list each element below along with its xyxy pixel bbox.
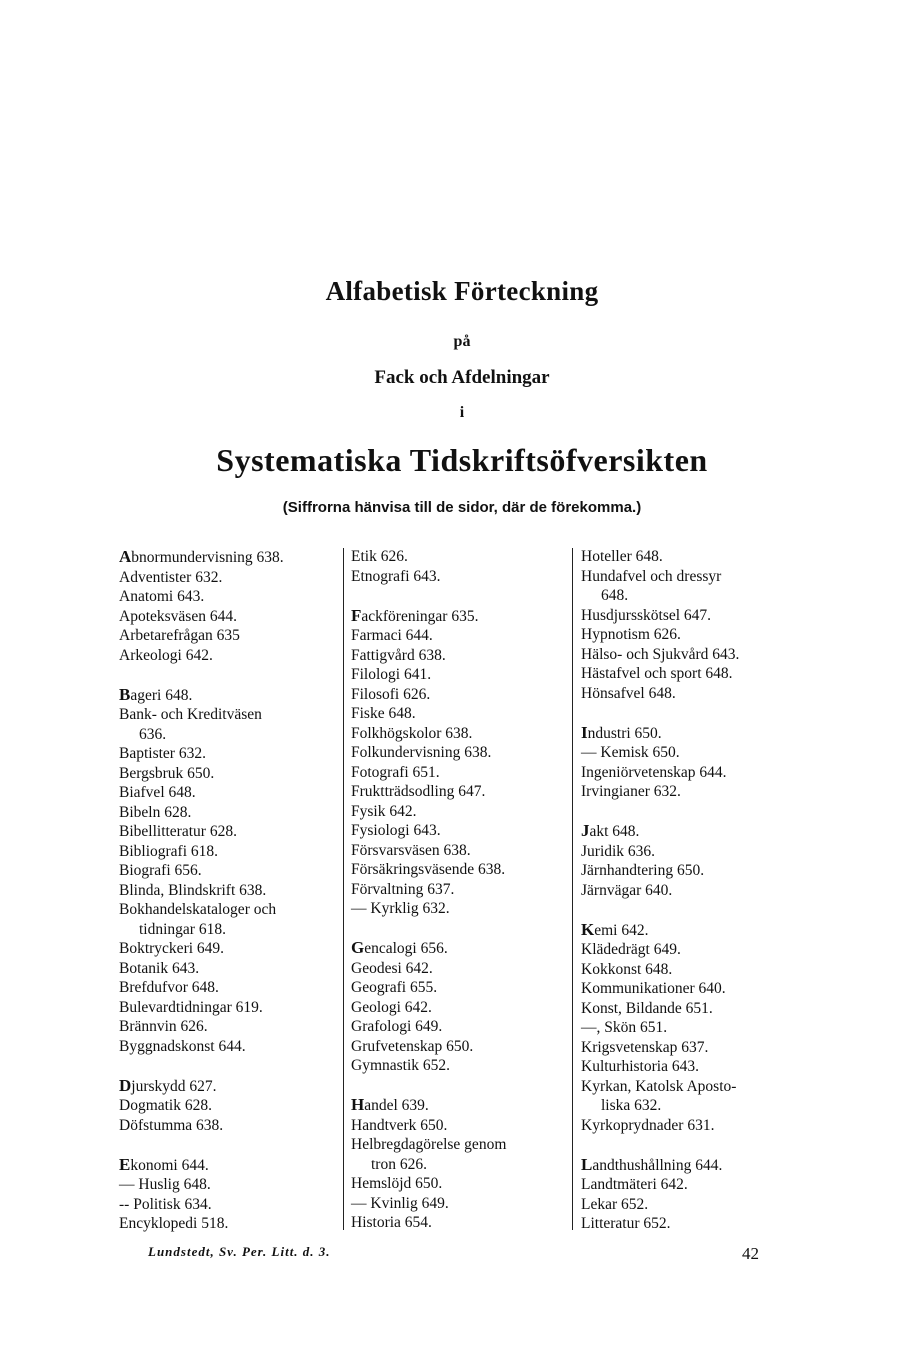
index-entry: [119, 547, 339, 568]
entry-text: Bank- och Kreditväsen: [119, 706, 262, 723]
index-entry: [351, 567, 571, 587]
index-column-1: [119, 547, 339, 1234]
entry-text: Filosofi 626.: [351, 685, 431, 703]
entry-text: bnormundervisning 638.: [131, 549, 284, 566]
entry-text: Folkundervisning 638.: [351, 744, 492, 761]
section-gap: [351, 586, 571, 606]
index-entry: [581, 625, 807, 645]
subheading-fack: Fack och Afdelningar: [374, 367, 550, 388]
entry-text: Apoteksväsen 644.: [119, 607, 237, 625]
index-entry: [351, 704, 571, 724]
index-entry: [119, 803, 339, 823]
index-entry: [581, 782, 807, 802]
index-entry: [581, 1175, 807, 1195]
index-entry: [119, 1076, 339, 1097]
entry-text: Encyklopedi 518.: [119, 1215, 229, 1232]
index-entry: [581, 645, 807, 665]
entry-text: Järnhandtering 650.: [581, 862, 705, 879]
entry-text: Kulturhistoria 643.: [581, 1058, 699, 1075]
entry-text: Botanik 643.: [119, 959, 200, 977]
entry-text: Boktryckeri 649.: [119, 940, 225, 957]
entry-text: Litteratur 652.: [581, 1215, 671, 1232]
entry-text: Geologi 642.: [351, 998, 432, 1016]
index-entry: [351, 782, 571, 802]
section-gap: [581, 703, 807, 723]
section-gap: [581, 1135, 807, 1155]
entry-text: Fruktträdsodling 647.: [351, 783, 486, 800]
entry-text: Adventister 632.: [119, 568, 223, 586]
entry-text: -- Politisk 634.: [119, 1195, 212, 1213]
entry-text: Biafvel 648.: [119, 784, 196, 801]
index-entry: [581, 1018, 807, 1038]
entry-text: Kommunikationer 640.: [581, 980, 726, 997]
index-entry: [581, 723, 807, 744]
entry-text: akt 648.: [589, 823, 640, 840]
entry-text: Handtverk 650.: [351, 1116, 448, 1134]
section-initial: G: [351, 938, 365, 957]
index-entry: [351, 1037, 571, 1057]
entry-text: ackföreningar 635.: [361, 607, 479, 625]
entry-text: Grufvetenskap 650.: [351, 1037, 474, 1055]
entry-text: Bibliografi 618.: [119, 842, 219, 860]
entry-text: Ingeniörvetenskap 644.: [581, 763, 727, 781]
index-entry: [351, 626, 571, 646]
index-entry: [351, 1194, 571, 1214]
entry-text: encalogi 656.: [364, 940, 448, 957]
column-divider: [343, 548, 344, 1230]
entry-text: Historia 654.: [351, 1214, 432, 1231]
index-entry: [351, 1116, 571, 1136]
index-entry: [351, 899, 571, 919]
entry-text: Husdjursskötsel 647.: [581, 606, 712, 624]
index-entry: [119, 861, 339, 881]
section-gap: [351, 919, 571, 939]
section-gap: [581, 802, 807, 822]
entry-text: Bulevardtidningar 619.: [119, 998, 263, 1016]
entry-text: Etnografi 643.: [351, 567, 441, 585]
index-entry: [119, 1037, 339, 1057]
index-entry: [351, 802, 571, 822]
entry-text: Fotografi 651.: [351, 763, 440, 781]
section-initial: B: [119, 684, 131, 704]
entry-text: liska 632.: [601, 1097, 662, 1114]
index-entry: [581, 920, 807, 941]
index-entry: [581, 999, 807, 1019]
section-gap: [581, 900, 807, 920]
index-entry: [581, 940, 807, 960]
column-divider: [572, 548, 573, 1230]
entry-text: Baptister 632.: [119, 745, 206, 762]
section-gap: [119, 1056, 339, 1076]
index-entry: [351, 743, 571, 763]
page-number: 42: [742, 1244, 759, 1263]
connector-pa: på: [453, 333, 471, 350]
index-entry: [119, 842, 339, 862]
entry-text: — Kyrklig 632.: [351, 900, 450, 917]
section-gap: [119, 665, 339, 685]
index-entry: [351, 724, 571, 744]
index-entry: [581, 1214, 807, 1234]
index-entry: [351, 1095, 571, 1116]
entry-text: Folkhögskolor 638.: [351, 724, 473, 742]
section-initial: E: [119, 1154, 131, 1174]
entry-text: ageri 648.: [130, 686, 193, 704]
entry-text: Hästafvel och sport 648.: [581, 665, 733, 682]
index-entry: [119, 1017, 339, 1037]
entry-text: Bibeln 628.: [119, 803, 192, 821]
section-initial: J: [581, 821, 590, 840]
entry-text: tron 626.: [371, 1155, 427, 1173]
index-entry: [581, 664, 807, 684]
index-entry: [581, 684, 807, 704]
section-initial: L: [581, 1154, 593, 1174]
entry-text: Försvarsväsen 638.: [351, 841, 471, 859]
entry-text: Döfstumma 638.: [119, 1116, 224, 1134]
entry-text: Hemslöjd 650.: [351, 1175, 443, 1192]
page-title: Alfabetisk Förteckning: [325, 276, 599, 306]
index-entry: [119, 998, 339, 1018]
index-entry: [119, 646, 339, 666]
section-initial: H: [351, 1095, 365, 1114]
index-entry: [119, 900, 339, 920]
index-entry: [581, 606, 807, 626]
entry-text: tidningar 618.: [139, 920, 226, 938]
index-entry: [351, 1174, 571, 1194]
index-entry: [581, 1155, 807, 1176]
index-entry: [119, 920, 339, 940]
entry-text: Fysik 642.: [351, 802, 417, 820]
entry-text: Bokhandelskataloger och: [119, 901, 277, 918]
index-entry: [351, 1213, 571, 1233]
entry-text: Juridik 636.: [581, 842, 656, 860]
index-entry: [351, 547, 571, 567]
index-entry: [119, 725, 339, 745]
index-entry: [351, 880, 571, 900]
entry-text: Dogmatik 628.: [119, 1097, 212, 1114]
index-entry: [119, 783, 339, 803]
entry-text: Fiske 648.: [351, 705, 416, 722]
entry-text: — Kvinlig 649.: [351, 1194, 449, 1212]
index-entry: [581, 1057, 807, 1077]
index-entry: [351, 841, 571, 861]
entry-text: Försäkringsväsende 638.: [351, 861, 506, 878]
entry-text: Hypnotism 626.: [581, 626, 681, 643]
entry-text: — Kemisk 650.: [581, 744, 680, 761]
section-initial: F: [351, 605, 362, 625]
index-entry: [351, 1056, 571, 1076]
index-entry: [119, 1175, 339, 1195]
note-line: (Siffrorna hänvisa till de sidor, där de förekomma.): [282, 499, 642, 516]
index-entry: [119, 705, 339, 725]
entry-text: emi 642.: [594, 921, 649, 939]
entry-text: Anatomi 643.: [119, 588, 205, 605]
index-entry: [351, 998, 571, 1018]
entry-text: Hoteller 648.: [581, 548, 663, 565]
index-entry: [581, 979, 807, 999]
index-entry: [581, 1077, 807, 1097]
entry-text: Helbregdagörelse genom: [351, 1136, 507, 1153]
entry-text: Geodesi 642.: [351, 959, 433, 977]
entry-text: Etik 626.: [351, 548, 408, 565]
entry-text: Hundafvel och dressyr: [581, 567, 722, 585]
entry-text: Kyrkan, Katolsk Aposto-: [581, 1077, 737, 1095]
entry-text: Förvaltning 637.: [351, 880, 455, 898]
entry-text: 648.: [601, 587, 629, 604]
entry-text: Brefdufvor 648.: [119, 979, 219, 996]
section-initial: A: [119, 547, 132, 566]
entry-text: jurskydd 627.: [131, 1077, 217, 1095]
index-entry: [119, 822, 339, 842]
footer-source: Lundstedt, Sv. Per. Litt. d. 3.: [148, 1244, 331, 1259]
section-initial: D: [119, 1075, 132, 1095]
index-entry: [119, 959, 339, 979]
entry-text: 636.: [139, 725, 167, 743]
index-entry: [119, 568, 339, 588]
entry-text: Fattigvård 638.: [351, 646, 446, 664]
entry-text: Geografi 655.: [351, 979, 438, 996]
index-entry: [119, 607, 339, 627]
entry-text: Fysiologi 643.: [351, 822, 441, 839]
index-entry: [119, 881, 339, 901]
index-entry: [119, 744, 339, 764]
index-entry: [581, 960, 807, 980]
index-entry: [581, 547, 807, 567]
entry-text: Lekar 652.: [581, 1195, 649, 1213]
index-entry: [119, 978, 339, 998]
index-entry: [581, 861, 807, 881]
index-entry: [119, 764, 339, 784]
entry-text: Blinda, Blindskrift 638.: [119, 881, 267, 899]
index-entry: [351, 1017, 571, 1037]
entry-text: Landtmäteri 642.: [581, 1176, 688, 1193]
index-entry: [119, 1214, 339, 1234]
entry-text: Brännvin 626.: [119, 1018, 208, 1035]
index-entry: [581, 567, 807, 587]
entry-text: Hönsafvel 648.: [581, 684, 676, 702]
main-title: Systematiska Tidskriftsöfversikten: [216, 442, 708, 478]
entry-text: Bergsbruk 650.: [119, 764, 215, 782]
index-column-2: [351, 547, 571, 1233]
index-entry: [119, 1116, 339, 1136]
entry-text: Biografi 656.: [119, 862, 202, 879]
entry-text: andthushållning 644.: [592, 1156, 723, 1174]
entry-text: Farmaci 644.: [351, 627, 433, 644]
index-entry: [351, 665, 571, 685]
index-entry: [351, 959, 571, 979]
entry-text: Kokkonst 648.: [581, 960, 673, 978]
entry-text: Konst, Bildande 651.: [581, 999, 713, 1017]
index-entry: [119, 1155, 339, 1176]
entry-text: ndustri 650.: [587, 724, 662, 742]
index-entry: [351, 938, 571, 959]
entry-text: Grafologi 649.: [351, 1018, 443, 1035]
index-entry: [351, 1135, 571, 1155]
entry-text: —, Skön 651.: [581, 1019, 668, 1036]
index-entry: [351, 821, 571, 841]
index-entry: [581, 821, 807, 842]
index-entry: [119, 626, 339, 646]
index-column-3: [581, 547, 807, 1234]
index-entry: [581, 1038, 807, 1058]
index-entry: [351, 685, 571, 705]
section-gap: [119, 1135, 339, 1155]
entry-text: Filologi 641.: [351, 666, 432, 683]
index-entry: [581, 842, 807, 862]
entry-text: Byggnadskonst 644.: [119, 1037, 246, 1055]
index-entry: [119, 1096, 339, 1116]
index-entry: [119, 939, 339, 959]
connector-i: i: [459, 404, 465, 421]
entry-text: Klädedrägt 649.: [581, 941, 681, 958]
entry-text: Järnvägar 640.: [581, 881, 673, 899]
entry-text: Gymnastik 652.: [351, 1057, 451, 1074]
index-entry: [351, 646, 571, 666]
entry-text: Hälso- och Sjukvård 643.: [581, 645, 740, 663]
index-entry: [581, 763, 807, 783]
index-entry: [581, 1096, 807, 1116]
index-entry: [581, 743, 807, 763]
entry-text: Krigsvetenskap 637.: [581, 1038, 709, 1056]
entry-text: — Huslig 648.: [119, 1176, 211, 1193]
entry-text: andel 639.: [364, 1097, 429, 1114]
index-entry: [351, 763, 571, 783]
index-entry: [581, 881, 807, 901]
index-entry: [351, 606, 571, 627]
index-entry: [351, 978, 571, 998]
entry-text: Irvingianer 632.: [581, 783, 681, 800]
index-entry: [119, 685, 339, 706]
index-entry: [119, 1195, 339, 1215]
entry-text: Kyrkoprydnader 631.: [581, 1116, 715, 1134]
entry-text: Arbetarefrågan 635: [119, 627, 240, 644]
index-entry: [351, 860, 571, 880]
index-entry: [351, 1155, 571, 1175]
section-gap: [351, 1076, 571, 1096]
entry-text: konomi 644.: [130, 1156, 209, 1174]
index-entry: [581, 1195, 807, 1215]
entry-text: Bibellitteratur 628.: [119, 823, 237, 840]
index-entry: [581, 1116, 807, 1136]
index-entry: [119, 587, 339, 607]
entry-text: Arkeologi 642.: [119, 646, 213, 664]
index-entry: [581, 586, 807, 606]
section-initial: K: [581, 919, 595, 939]
section-initial: I: [581, 722, 588, 742]
